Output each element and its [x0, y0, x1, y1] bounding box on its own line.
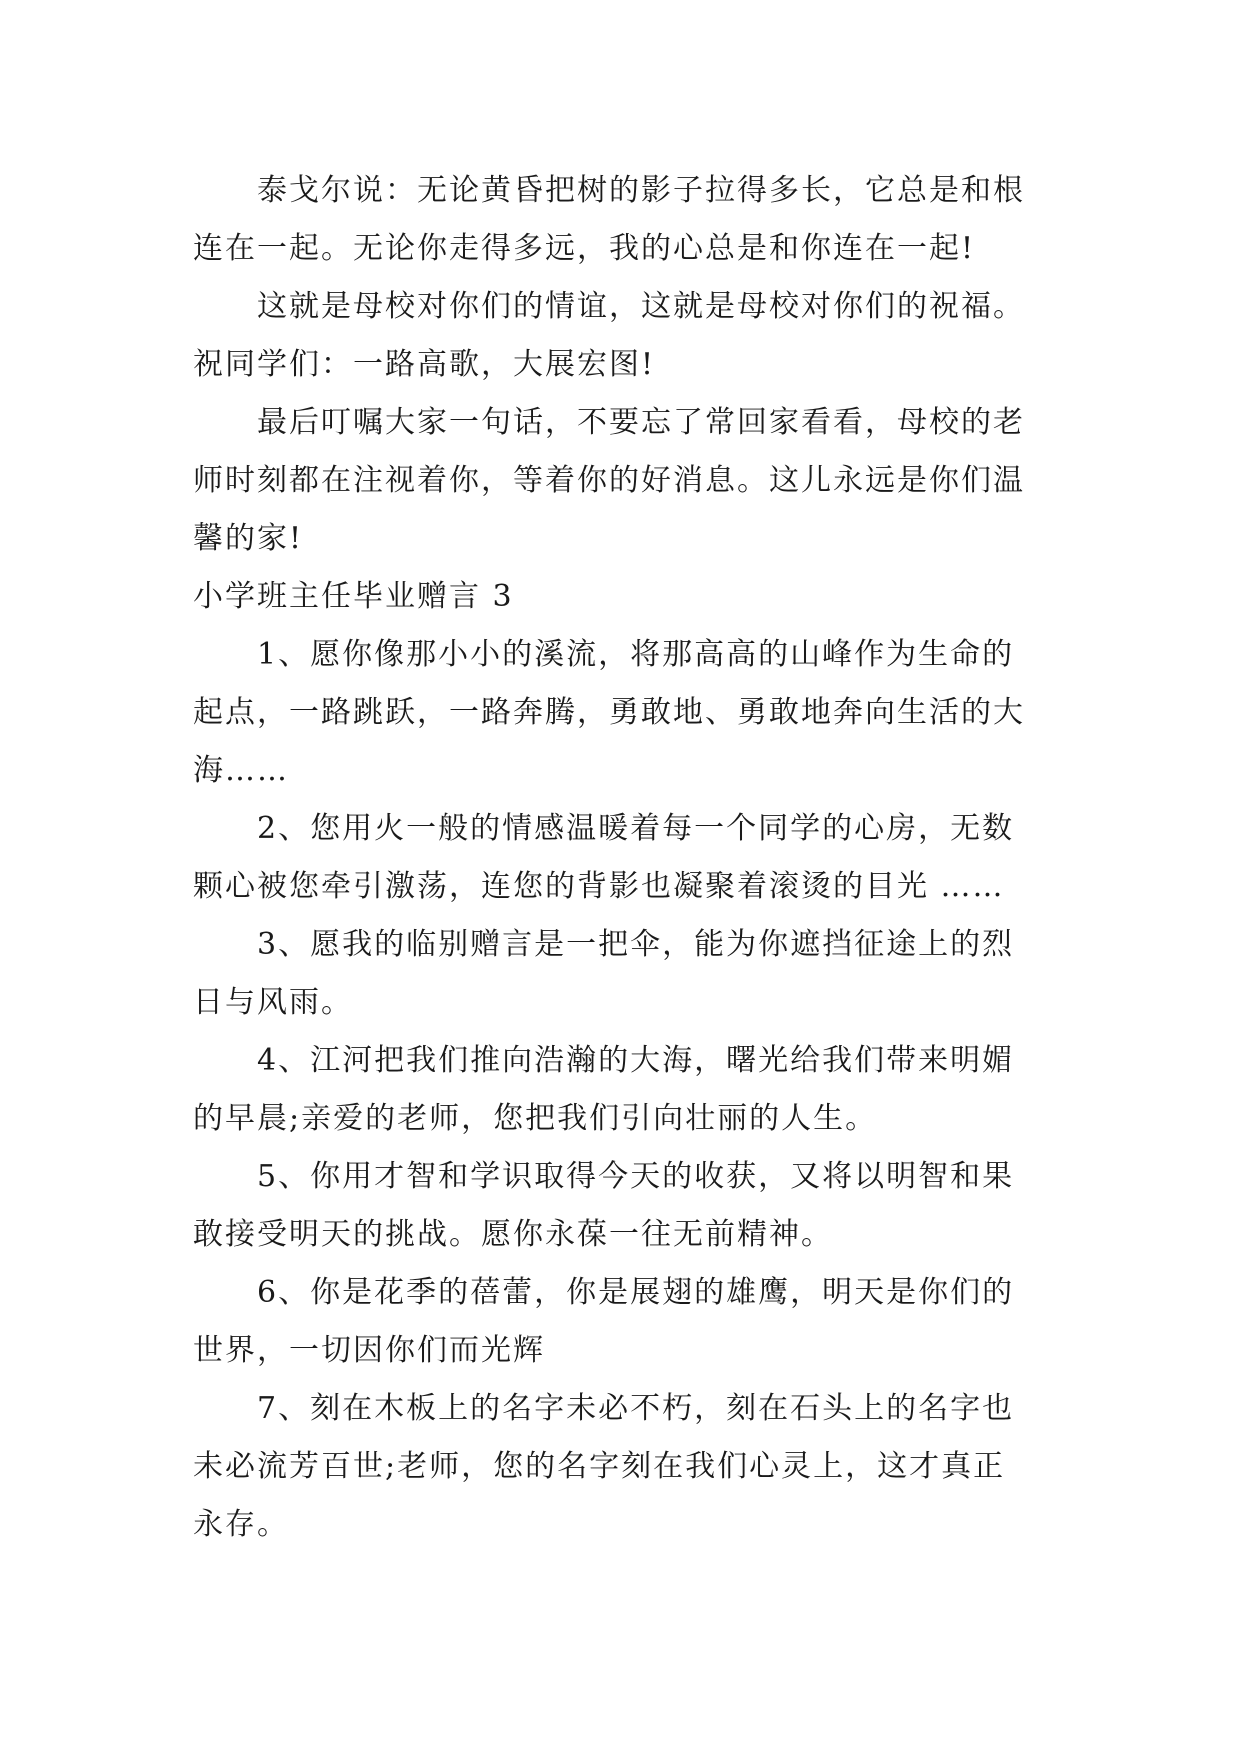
paragraph-line: 海……: [193, 753, 289, 788]
paragraph-line: 的早晨;亲爱的老师，您把我们引向壮丽的人生。: [193, 1101, 878, 1136]
paragraph: [193, 800, 1063, 916]
paragraph-line: 2、您用火一般的情感温暖着每一个同学的心房，无数: [257, 811, 1015, 846]
paragraph: [193, 626, 1063, 800]
paragraph: [193, 1264, 1063, 1380]
paragraph-line: 3、愿我的临别赠言是一把伞，能为你遮挡征途上的烈: [257, 927, 1015, 962]
paragraph: [193, 1148, 1063, 1264]
paragraph-line: 敢接受明天的挑战。愿你永葆一往无前精神。: [193, 1217, 833, 1252]
paragraph-line: 泰戈尔说：无论黄昏把树的影子拉得多长，它总是和根: [257, 173, 1025, 208]
paragraph-line: 起点，一路跳跃，一路奔腾，勇敢地、勇敢地奔向生活的大: [193, 695, 1025, 730]
paragraph-line: 世界，一切因你们而光辉: [193, 1333, 545, 1368]
paragraph: [193, 916, 1063, 1032]
paragraph-line: 这就是母校对你们的情谊，这就是母校对你们的祝福。: [257, 289, 1025, 324]
paragraph-line: 1、愿你像那小小的溪流，将那高高的山峰作为生命的: [257, 637, 1015, 672]
paragraph-line: 颗心被您牵引激荡，连您的背影也凝聚着滚烫的目光 ……: [193, 869, 1005, 904]
paragraph: [193, 1380, 1063, 1554]
heading-text: 小学班主任毕业赠言 3: [193, 579, 514, 614]
paragraph: [193, 278, 1063, 394]
paragraph-line: 4、江河把我们推向浩瀚的大海，曙光给我们带来明媚: [257, 1043, 1015, 1078]
paragraph-line: 最后叮嘱大家一句话，不要忘了常回家看看，母校的老: [257, 405, 1025, 440]
paragraph-line: 连在一起。无论你走得多远，我的心总是和你连在一起!: [193, 231, 976, 266]
paragraph-line: 6、你是花季的蓓蕾，你是展翅的雄鹰，明天是你们的: [257, 1275, 1015, 1310]
paragraph: [193, 162, 1063, 278]
paragraph-line: 5、你用才智和学识取得今天的收获，又将以明智和果: [257, 1159, 1015, 1194]
paragraph: [193, 394, 1063, 568]
section-heading: [193, 568, 1063, 626]
paragraph-line: 馨的家!: [193, 521, 304, 556]
paragraph-line: 永存。: [193, 1507, 289, 1542]
document-body: [193, 162, 1063, 1554]
paragraph-line: 7、刻在木板上的名字未必不朽，刻在石头上的名字也: [257, 1391, 1015, 1426]
paragraph-line: 未必流芳百世;老师，您的名字刻在我们心灵上，这才真正: [193, 1449, 1006, 1484]
paragraph-line: 师时刻都在注视着你，等着你的好消息。这儿永远是你们温: [193, 463, 1025, 498]
paragraph-line: 日与风雨。: [193, 985, 353, 1020]
paragraph: [193, 1032, 1063, 1148]
paragraph-line: 祝同学们：一路高歌，大展宏图!: [193, 347, 656, 382]
